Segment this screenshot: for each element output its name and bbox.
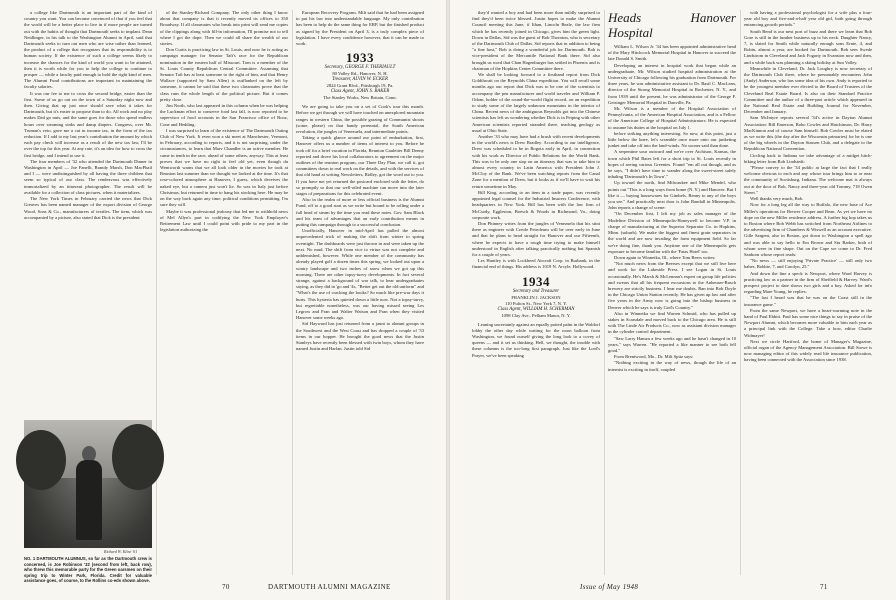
paragraph: Next we circle Hartford, the home of Manager's Magazine, official organ of the Agency Management Association. Bill Stowe is now managing editor of this widely read life insurance publication, having been connected with the Association since 1938. [744,338,872,363]
left-page [0,0,446,600]
column-3 [296,10,424,585]
paragraph: Mr. Wilson is a member of the Hospital Association of Pennsylvania, of the American Hospital Association, and is a Fellow of the American College of Hospital Administrators. He is expected to assume his duties at the hospital on July 1. [608,106,736,130]
paragraph: Up toward the north, find Milwaukee and Mike Mendel, who points out "This is a long ways from home (N. Y.) and Hanover. But I like it — buying housewares for Gimbels. Benny to any of the boys you see." And practically next door is John Randall in Minneapolis. John reports a change of scene: [608,180,736,211]
paragraph: of the Stanley-Richard Company. The only other thing I know about that company is that it recently moved its offices to 350 Broadway. If all classmates who break into print will send me copies of the clippings along with fill-in information, I'll promise not to tell where I got the dope. Then we could all share the wealth of our stories. [160,10,288,47]
page-number: 70 [222,583,230,591]
paragraph: And down the line a speck is Newport, where Ward Harvey is practicing law as a partner in the firm of Sheffield & Harvey. Ward's prospect project to date shows two girls and a boy. Asked for info regarding Mare Young, he replies: [744,270,872,295]
paragraph: Another '33 who may have had a brush with recent developments in the world's news is Drew Bradley. According to our intelligence, Drew was scheduled to be in Bogota early in April, in connection with his work as Director of Public Relations for the World Bank. This was to be only one stop on an itinerary that was to take him to almost every country in Latin America with President John J. McCloy of the Bank. We've been watching reports from the Canal Zone for a mention of Drew, but it looks as if we'll have to wait his return sometime in May. [472,134,600,189]
paragraph: a college like Dartmouth is an important part of the kind of country you want. You can become convinced of that if you feel that the world will be a better place to live in if more people are turned out with the habits of thought that Dartmouth seeks to implant. Dean Neidlinger, in his talk to the Washington Alumni in April, said that Dartmouth seeks to turn out men who are wise rather than learned, the product of a college that recognizes that its responsibility is to human society. If the existence of such a college seems likely to increase the chances for the kind of world you want to be attained, then it is worth while for you to help the college to continue to prosper — while a faculty paid enough to hold the right kind of men. The Alumni Fund contributions are important in maintaining the faculty salaries. [24,10,152,90]
column-4 [472,10,600,585]
paragraph: South Bend is our next port of buzz and there we learn that Bob Gore is still in the lumber business up to his neck. Daughter Nancy, 7, is slated for Smith while naturally enough sons Ernie, 4, and Robin, almost a year, are booked for Dartmouth. Bob sees Swede Lindstrom in Cleveland and Jack Fogarty in Evanston now and then, and a while back was planning a skiing holiday at Sun Valley. [744,28,872,65]
paragraph: "Nothing exciting in the way of news, though the life of an internist is exciting in itself, coupled [608,360,736,372]
column-4-top [472,10,600,271]
paragraph: It was our fee to me to cross the second bridge, easier than the first. Some of us go out on the town of a Saturday night now and then. Giving that up just once should save what it takes for Dartmouth, but it's easier to propose than to do. All work and no play makes Dad go nuts, and the same goes for those who spend endless hours over steaming sinks and damp diapers. Congress, over Mr. Truman's veto, gave me a cut in income tax, in the form of the tax reduction. If I add to my last year's contribution the amount by which each pay check will increase as a result of the new tax law, I'll be over the top for this year. At any rate, it's an idea for how to cross the first bridge, and I intend to use it. [24,90,152,158]
column-rule [604,10,605,575]
paragraph: Sam McIntyre reports several '34's active in Dayton Alumni Association: Bill Emerson, Bobo Cowles and Hutchinson, Dr. Harry MacKinnon and of course Sam himself. Bob Cowles must be elated as we write this (the day after the Wisconsin primaries) for he is one of the big wheels in the Dayton Stassen Club, and a delegate to the Republican National Convention. [744,115,872,152]
paragraph: before striking anything interesting. So now, at this point, just a little below the knee, let's scramble once more onto our junketing junket and take off into the land-winds. No sooner said than done. [608,130,736,149]
class-1933-heading [296,51,424,101]
column-rule [292,10,293,575]
photo-caption: NO. 1 DARTMOUTH ALUMNUS, so far as the Dartmouth crew is concerned, is Joe Robinson '32 (second from left, back row), who threw this memorable party for the Green oarsmen on their spring trip to Winter Park, Florida. Credit for valuable assistance goes, of course, to the Rollins co-eds shown above. [24,556,152,584]
paragraph: "Please convey to the '34 public at large the fact that I really welcome obvious to each and any whose tour brings him to or near the community of Scottsburg, Indiana. The welcome mat is always out at the door of Bob, Nancy and three-year old Tommy, 718 Owen Street." [744,165,872,195]
column-rule [740,10,741,575]
paragraph: "The last I heard was that he was on the Coast still in the insurance game." [744,295,872,307]
paragraph: Sid Hayward has just returned from a jaunt to alumni groups in the Southwest and the West Coast and has dropped a couple of '33 items in our hopper. He brought the good news that the Justin Stanleys have recently been blessed with twin boys, whom they have named Justin and Harlan. Justin told Sid [296,321,424,352]
paragraph: From the same Newport, we have a heart-warming note in the hand of Paul Ebbitt. Paul has some nice things to say in praise of the Newport Alumni, which becomes more valuable to him each year as a principal link with the College. Take a bow, editor Charlie Widmayer! [744,307,872,338]
paragraph: Bill King, according to an item in a trade paper, was recently appointed legal counsel for the Industrial Insurers Conference, with headquarters in New York. Bill has been with the law firm of McCurdy, Eggleston, Boesch & Woods in Richmond, Va., doing corporate work. [472,189,600,220]
column-2 [160,10,288,585]
photo-tree [112,424,164,490]
class-secretary: Secretary, GEORGE F. THERIAULT [324,65,396,71]
paragraph: "Not much news from the Beerses except that we still live here and work for the Lakeside Press. I see Logan in St. Louis occasionally. He's Marsh & McLennan's expert on group life policies and swears that all his frequent excursions to the Anheuser-Busch brewery are strictly business. I hear me doubts. Ran into Bob Doyle in the Chicago Union Station recently. He has given up law and after five years in the Army now is going into the bishop business in Denver which he says is truly God's Country." [608,261,736,310]
right-page [450,0,896,600]
column-3-intro [296,10,424,47]
class-secretary-name: FRANKLIN J. JACKSON [511,294,561,300]
paragraph: William L. Wilson Jr. '34 has been appointed administrative head of the Mary Hitchcock Memorial Hospital in Hanover to succeed the late Donald S. Smith. [608,44,736,62]
column-3-body [296,104,424,352]
paragraph: "On December first, I left my job as sales manager of the Modeline Division of Minneapolis-Honeywell to become V.P. in charge of manufacturing at the Superior Separator Co. in Hopkins, Minn. (suburb). We make the biggest and finest grain separators in the world and are now invading the farm equipment field. So far we're doing fine, thank you. Anytime one of the Minneapolis gets exposure to become familiar with the 'Fatas Hotel' too. [608,211,736,254]
paragraph: European Recovery Program. Milt said that he had been assigned to put his law into understandable language. My only contribution has been to help do the same thing for ERP, but the finished product as signed by the President on April 3, is a truly complex piece of legislation. I have every confidence however, that it can be made to work. [296,10,424,47]
paragraph: I was surprised to learn of the existence of The Dartmouth Outing Club of New York. It even won a ski meet at Manchester, Vermont, in February, according to reports, and it is not surprising, under the circumstances, to learn that Marv Chandler is an active member. He came in tenth in the race, ahead of some others, anyway. This at least proves that we have no right to feel old yet, even though du Wentworth warns that we all look older in the movies he took at Reunion last summer than we thought we looked at the time. It's that rose-colored atmosphere at Hanover, I guess, which deceives the naked eye, but a camera just won't lie. So was in Italy just before Christmas, but returned in time to hang his stocking here. He may be on the way back again any time, political conditions permitting. I'm sure they will. [160,127,288,208]
class-agent: Class Agent, WILLIAM H. SCHERMAN [497,306,575,312]
article-headline: Heads Hanover Hospital [608,10,736,40]
paragraph: Unofficially, Hanover in mid-April has pulled the almost unprecedented trick of making the shift from winter to spring overnight. The dashboards were just thrown in and were taken up the next. No mud. The shift from vice to virtue was not complete and unblemished, however. While one member of the community has already played golf a dozen times this spring, we looked out upon a wintry landscape and two inches of snow when we got up this morning. There are other topsy-turvy developments. In fact several strange, against a background of war talk, to hear undergraduates saying, as they did in 'go and '4s, "Better get out the old uniform" and "What's the use of cracking the books? So much like pre-war days it hurts. This hysteria has quieted down a little now. Not a topsy-turvy, but regrettable nonetheless, was our having missed seeing Les Legrow and Fran and Walter Watson and Fran when they visited Hanover some weeks ago. [296,228,424,321]
paragraph: "No news — still enjoying 'Private Practice' — still only two babes, Bobbie, 7, and Carolyn, 25." [744,258,872,270]
class-address: The Stanley Works, New Britain, Conn. [323,95,397,101]
paragraph: Also in Winnetka we find Warren Schmid, who has pulled up stakes in Scarsdale and moved back to the Chicago area. He is still with The Linde Air Products Co., now as assistant division manager in the cylinder control department. [608,310,736,335]
class-1934-heading [472,275,600,319]
class-secretary: Secretary and Treasurer [512,288,560,294]
paragraph: Don Curtis is practicing law in St. Louis, and now he is acting as campaign manager for Senator Taft's race for the Republican nomination in the eastern half of Missouri. Tom is a member of the St. Louis County Republican Central Committee. Assuming that Senator Taft has at least someone to the right of him, and that Henry Wallace (supported by Sam Allen) is outflanked on the left by someone, it cannot be said that these two classmates prove that the class runs the whole length of the political picture. But it comes pretty close. [160,47,288,102]
class-address: 80 Valley Rd., Hanover, N. H. [332,71,388,77]
magazine-name: DARTMOUTH ALUMNI MAGAZINE [268,583,391,591]
paragraph: Taking a quick glance around our point of embarkation, first, Hanover offers us a number of items of interest to you. Before he took off for a brief vacation in Florida, Reunion Gauleiter Bill Denny reported and drove his local collaborators to agreement on the major outlines of the reunion program, our Three Day Plan, we call it, got committees down to real work on the details, and with the services of that old hand at writing Newsletters, Ridley, got the word out to you. If you have not yet returned the postcard enclosed with the letter, do so promptly so that our well-oiled machine can move into the later stages of preparations for this celebrated event. [296,135,424,197]
paragraph: Circling back to Indiana we take advantage of a midget hitch-hiking letter from Bob Lindstedt: [744,152,872,164]
column-1 [24,10,152,414]
photo-tree [16,430,66,490]
column-4-bottom [472,322,600,359]
paragraph: We shall be looking forward to a firsthand report from Dick Goldthwait on the Reynolds China expedition. You will recall some months ago our report that Dick was to be one of the scientists to accompany the pen manufacturer and world traveler and William P. Odom, holder of the round-the-world flight record, on an expedition to study some of the largely unknown mountains in the interior of China. Recent news of the ambiguous Reynolds got into the Chinese scientists has left us wondering whether Dick is in Peiping with other American scientists reported stranded there, teaching geology as usual at Ohio State. [472,72,600,133]
paragraph: We are going to take you on a set of Cook's tour this month. Before we get through we will have touched on unexplored mountain ranges in western China, the possible grazing of Communist shoots (some, please) on that handy perennial, the South American revolution, the jungles of Venezuela, and intermediate points. [296,104,424,135]
paragraph: Down again to Winnetka, Ill., where Tom Beers writes: [614,254,716,260]
paragraph: A serpentine sour outward and we're over Atchison, Kansas, the town which Phil Bates left for a short trip to St. Louis recently in hopes of seeing various Greenies. Found "em all out though, and as he says, "I didn't have time to wander along the sweet-street safely inhaling 'Dartmouth's In Town'." [608,149,736,180]
paragraph: Leaning uncertainly against an equally potted palm in the Waldorf lobby the other day while waiting for the noon balloon from Washington, we found ourself giving the long look to a covey of queens — and it set us thinking. Hell, we thought, the trouble with these columns is the too-long first paragraph. Just like the Lord's Prayer, we've been speaking [472,321,600,358]
paragraph: "Saw Larry Hamza a few weeks ago and he hasn't changed in 10 years," says Warren. "He reported a like manner to see both fell good." [608,335,736,353]
paragraph: Meanwhile in Cleveland, Dr. Jack Loughry is now secretary of the Dartmouth Club there, where he presumably encounters John (Andy) Anderson, who has some idea of his own. Andy is reported to be the youngest member ever elected to the Board of Trustees of the Cleveland Real Estate Board. Is also on their Standard Practice Committee and the author of a three-part article which appeared in the National Real Estate and Building Journal for November, December and January. [744,65,872,115]
class-address: 1098 Clay Ave., Pelham Manor, N. Y. [501,312,571,318]
class-year: 1934 [522,273,550,289]
paragraph: Now for a long leg all the way to Buffalo, the new base of Ace Miller's operations for Brewer Cooper and Bean. As yet we have no dope on the new Miller residence address. A further big hop takes us to Boston where Bob Webb has switched from Northeast Airlines to the advertising firm of Chambers & Wiswell as an account executive. Gille Sargent, also in Boston, got down to Washington a spell ago and was able to say hello to Em Brown and Stu Barker, both of whom were in fine shape. Out on the Cape we come to Dr. Fred Sanborn whose report reads: [744,202,872,257]
crew-party-photo [24,420,152,548]
paragraph: Also in the realm of more or less official business is the Alumni Fund, off to a good start as we write but bound to be rolling under a full head of steam by the time you read these notes. Gov. Sam Black and his team of advantages that an early contribution means in putting this campaign through to a successful conclusion. [296,197,424,228]
photo-credit: Richard W. Kline '61 [104,549,138,554]
paragraph: The four members of '32 who attended the Dartmouth Dinner in Washington in April — Joe Fanelli, Brandy Marsh, Don MacPhail and I — were undistinguished by all having the three children that seem so typical of our class. The rendezvous was effectively immortalized by an itinerant photographer. The result will be available for a collection of class pictures, when it materializes. [24,158,152,195]
paragraph: Well thanks very much, Bob. [750,196,804,202]
class-address: 2824 Grant Blvd., Pittsburgh 19, Pa. [326,83,394,89]
issue-date: Issue of May 1948 [580,583,639,591]
class-address: 110 Fulton St., New York 7, N. Y. [505,300,567,306]
class-treasurer: Treasurer, ALVIN W. ECKER [332,77,388,83]
column-6 [744,10,872,585]
paragraph: they'd wanted a boy and had been more than mildly surprised to find they'd been twice blessed. Justin hopes to make the Alumni Council meeting this June, if Ithan, Lincoln Beale, the law firm which he has recently joined in Chicago, gives him the green light. Down in Dallas, Sid was the guest of Bob Thornton, who is secretary of the Dartmouth Club of Dallas. Sid reports that in addition to being "a fine host," Bob is doing a wonderful job for Dartmouth. Bob is vice-president of the Mercantile National Bank there. Sid also brought us word that Chan Hagenburger has settled in Phoenix and is chairman of the Hopkins Center Committee there. [472,10,600,71]
photo-person [76,460,102,540]
page-number: 71 [820,583,828,591]
paragraph: From Brentwood, Mo., Dr. Milt Spitz says: [614,354,694,360]
class-agent: Class Agent, JOHN S. BAKER [330,89,390,95]
paragraph: Maybe it was professional jealousy that led me to withhold news of Mel Allyn's part in codifying the New York Employee's Retirement Law until I could point with pride to my part in the legislation authorizing the [160,208,288,233]
column-rule [156,10,157,575]
paragraph: The New York Times in February carried the news that Dick Greaves has been named manager of the export division of George Wood, Sons & Co., manufacturers of textiles. The item, which was accompanied by a picture, also stated that Dick is the president [24,196,152,220]
paragraph: Jim North, who last appeared in this column when he was helping the Luckman effort to conserve food last fall, is now reported to be supervisor of food accounts in the San Francisco office of Booz, Cone and Hedding. [160,103,288,127]
class-year: 1933 [346,50,374,66]
paragraph: with having a professional psychologist for a wife plus a four-year old boy and five-and-a-half year old girl, both going through entrancing growth periods." [744,10,872,28]
paragraph: Developing an interest in hospital work that began while an undergraduate, Mr. Wilson studied hospital administration at the University of Chicago following his graduation from Dartmouth. For three years, he was administrative assistant to Dr. Basil C. MacLean, director of the Strong Memorial Hospital in Rochester, N. Y., and from 1939 until the present, he was administrator of the George F. Geisinger Memorial Hospital in Danville, Pa. [608,62,736,105]
paragraph: Les Huntley is with Lockheed Aircraft Corp. in Burbank, in the financial end of things. His address is 1019 N. Arcyle, Hollywood. [472,258,600,270]
column-5 [608,10,736,585]
column-5-body [608,44,736,373]
paragraph: Don Phinney writes from the jungles of Venezuela that his stint there as engineer with Creole Petroleum will be over early in June and that he plans to head straight for Hanover and our Fifteenth, where he expects to have a rough time trying to make himself understood in English after talking practically nothing but Spanish for a couple of years. [472,220,600,257]
